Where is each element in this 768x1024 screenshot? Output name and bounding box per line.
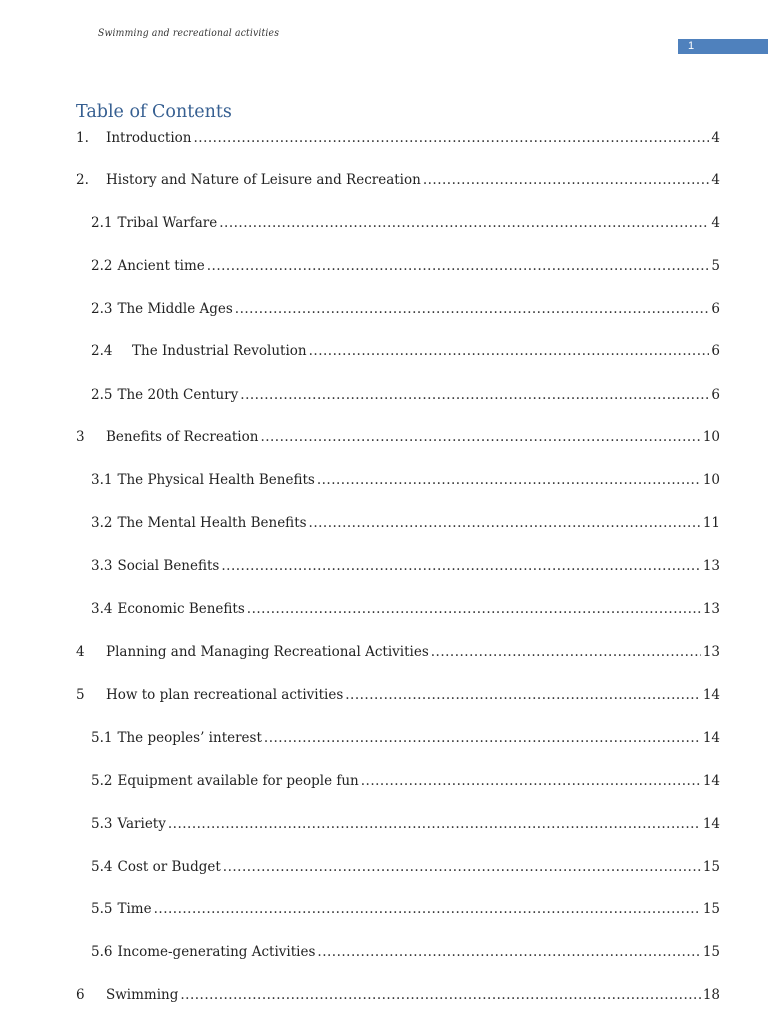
- toc-entry-label: The Mental Health Benefits: [117, 515, 307, 531]
- toc-entry-label: Planning and Managing Recreational Activities: [106, 644, 429, 660]
- toc-entry-industrial-revolution[interactable]: [91, 341, 720, 361]
- toc-entry-number: 5.4: [91, 859, 113, 875]
- toc-entry-label: Ancient time: [117, 258, 205, 274]
- toc-entry-label: The Middle Ages: [117, 301, 233, 317]
- toc-entry-number: 6: [76, 987, 85, 1003]
- dot-leader: [247, 599, 701, 619]
- dot-leader: [264, 728, 701, 748]
- dot-leader: [361, 771, 701, 791]
- toc-entry-number: 4: [76, 644, 85, 660]
- toc-entry-label: Swimming: [106, 987, 179, 1003]
- toc-entry-variety[interactable]: [91, 814, 720, 834]
- toc-heading: Table of Contents: [76, 102, 232, 122]
- toc-entry-income-generating[interactable]: [91, 942, 720, 962]
- toc-entry-swimming[interactable]: [76, 985, 720, 1005]
- toc-entry-20th-century[interactable]: [91, 385, 720, 405]
- dot-leader: [260, 427, 700, 447]
- dot-leader: [309, 341, 710, 361]
- toc-entry-introduction[interactable]: [76, 128, 720, 148]
- toc-entry-benefits[interactable]: [76, 427, 720, 447]
- toc-entry-page: 14: [702, 816, 720, 832]
- toc-entry-how-to-plan[interactable]: [76, 685, 720, 705]
- running-header-title: Swimming and recreational activities: [98, 28, 280, 39]
- toc-entry-label: Social Benefits: [117, 558, 220, 574]
- toc-entry-label: Cost or Budget: [117, 859, 221, 875]
- toc-entry-number: 2.2: [91, 258, 113, 274]
- dot-leader: [180, 985, 700, 1005]
- toc-entry-page: 15: [702, 859, 720, 875]
- toc-entry-planning-managing[interactable]: [76, 642, 720, 662]
- toc-entry-page: 13: [702, 601, 720, 617]
- toc-entry-ancient-time[interactable]: [91, 256, 720, 276]
- toc-entry-page: 10: [702, 429, 720, 445]
- toc-entry-number: 5.5: [91, 901, 113, 917]
- toc-entry-label: The Physical Health Benefits: [117, 472, 315, 488]
- toc-entry-economic-benefits[interactable]: [91, 599, 720, 619]
- toc-entry-history[interactable]: [76, 170, 720, 190]
- toc-entry-label: Tribal Warfare: [117, 215, 218, 231]
- toc-entry-number: 3: [76, 429, 85, 445]
- toc-entry-page: 4: [711, 215, 720, 231]
- toc-entry-middle-ages[interactable]: [91, 299, 720, 319]
- toc-entry-mental-health[interactable]: [91, 513, 720, 533]
- toc-entry-page: 6: [711, 387, 720, 403]
- toc-entry-time[interactable]: [91, 899, 720, 919]
- toc-entry-label: Time: [117, 901, 152, 917]
- toc-entry-label: Benefits of Recreation: [106, 429, 259, 445]
- toc-entry-cost-budget[interactable]: [91, 857, 720, 877]
- toc-entry-number: 5.1: [91, 730, 113, 746]
- page-number: 1: [688, 40, 695, 52]
- toc-entry-label: Income-generating Activities: [117, 944, 316, 960]
- toc-entry-page: 6: [711, 343, 720, 359]
- toc-entry-number: 2.1: [91, 215, 113, 231]
- toc-entry-page: 6: [711, 301, 720, 317]
- toc-entry-number: 2.4: [91, 343, 113, 359]
- toc-entry-page: 5: [711, 258, 720, 274]
- toc-entry-number: 3.4: [91, 601, 113, 617]
- toc-entry-page: 13: [702, 558, 720, 574]
- toc-entry-number: 3.2: [91, 515, 113, 531]
- toc-entry-number: 5.3: [91, 816, 113, 832]
- toc-entry-page: 14: [702, 773, 720, 789]
- toc-entry-number: 3.1: [91, 472, 113, 488]
- toc-entry-label: History and Nature of Leisure and Recreation: [106, 172, 421, 188]
- dot-leader: [240, 385, 709, 405]
- toc-entry-page: 15: [702, 901, 720, 917]
- toc-entry-label: Equipment available for people fun: [117, 773, 359, 789]
- toc-entry-label: Variety: [117, 816, 166, 832]
- dot-leader: [423, 170, 710, 190]
- toc-entry-peoples-interest[interactable]: [91, 728, 720, 748]
- dot-leader: [154, 899, 701, 919]
- toc-entry-number: 2.5: [91, 387, 113, 403]
- toc-entry-label: Economic Benefits: [117, 601, 245, 617]
- toc-entry-number: 5.6: [91, 944, 113, 960]
- toc-entry-page: 14: [702, 687, 720, 703]
- dot-leader: [221, 556, 700, 576]
- toc-entry-number: 1.: [76, 130, 89, 146]
- toc-entry-label: Introduction: [106, 130, 192, 146]
- toc-entry-label: The 20th Century: [117, 387, 239, 403]
- toc-entry-number: 2.: [76, 172, 89, 188]
- dot-leader: [317, 470, 701, 490]
- dot-leader: [168, 814, 701, 834]
- toc-entry-tribal-warfare[interactable]: [91, 213, 720, 233]
- dot-leader: [223, 857, 701, 877]
- toc-entry-page: 18: [702, 987, 720, 1003]
- toc-entry-page: 4: [711, 130, 720, 146]
- toc-entry-page: 15: [702, 944, 720, 960]
- page-number-tab: [678, 39, 768, 54]
- toc-entry-number: 2.3: [91, 301, 113, 317]
- toc-entry-page: 13: [702, 644, 720, 660]
- dot-leader: [345, 685, 701, 705]
- dot-leader: [431, 642, 701, 662]
- dot-leader: [317, 942, 700, 962]
- toc-entry-number: 5: [76, 687, 85, 703]
- dot-leader: [219, 213, 709, 233]
- toc-entry-equipment[interactable]: [91, 771, 720, 791]
- dot-leader: [207, 256, 710, 276]
- toc-entry-physical-health[interactable]: [91, 470, 720, 490]
- dot-leader: [309, 513, 701, 533]
- toc-entry-social-benefits[interactable]: [91, 556, 720, 576]
- toc-entry-label: The peoples’ interest: [117, 730, 262, 746]
- toc-entry-number: 3.3: [91, 558, 113, 574]
- toc-entry-label: How to plan recreational activities: [106, 687, 344, 703]
- toc-entry-page: 14: [702, 730, 720, 746]
- dot-leader: [235, 299, 710, 319]
- toc-entry-page: 11: [702, 515, 720, 531]
- toc-entry-number: 5.2: [91, 773, 113, 789]
- toc-entry-page: 10: [702, 472, 720, 488]
- dot-leader: [194, 128, 710, 148]
- toc-entry-label: The Industrial Revolution: [132, 343, 307, 359]
- toc-entry-page: 4: [711, 172, 720, 188]
